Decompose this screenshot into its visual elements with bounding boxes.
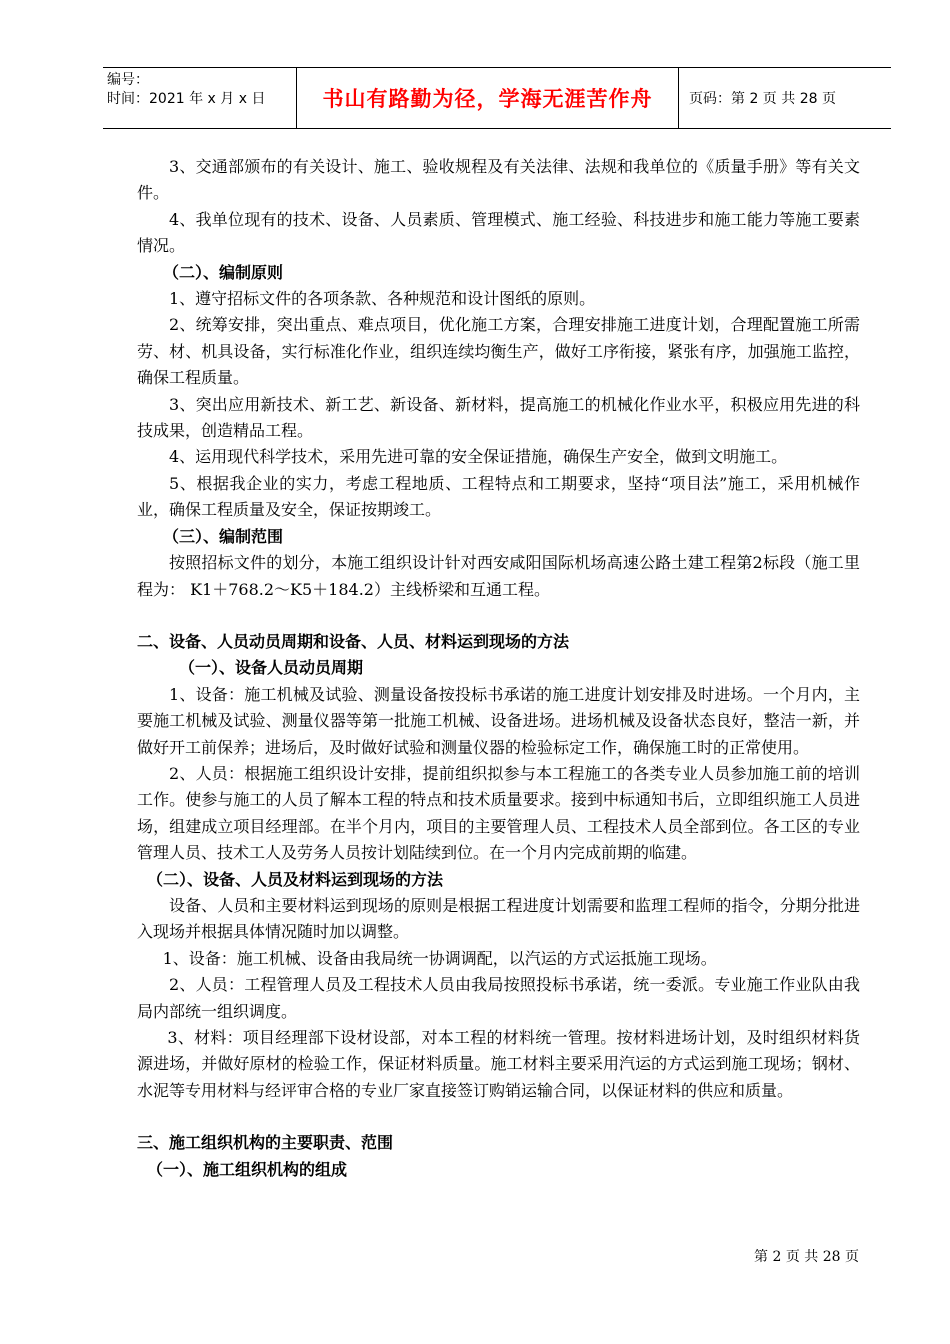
subheading: （二）、编制原则	[163, 262, 284, 282]
paragraph: 4、我单位现有的技术、设备、人员素质、管理模式、施工经验、科技进步和施工能力等施工要素情况。	[137, 209, 860, 256]
document-number: 编号：	[107, 72, 149, 88]
spacer	[137, 1104, 860, 1116]
paragraph: 1、遵守招标文件的各项条款、各种规范和设计图纸的原则。	[169, 289, 596, 309]
paragraph: 2、人员：根据施工组织设计安排，提前组织拟参与本工程施工的各类专业人员参加施工前的培训工作。使参与施工的人员了解本工程的特点和技术质量要求。接到中标通知书后，立即组织施工人员进场，组建成立项目经理部。在半个月内，项目的主要管理人员、工程技术人员全部到位。各工区的专业管理人员、技术工人及劳务人员按计划陆续到位。在一个月内完成前期的临建。	[137, 763, 860, 863]
subheading: （一）、设备人员动员周期	[179, 658, 364, 678]
paragraph: 2、统筹安排，突出重点、难点项目，优化施工方案，合理安排施工进度计划，合理配置施工所需劳、材、机具设备，实行标准化作业，组织连续均衡生产，做好工序衔接，紧张有序，加强施工监控，确保工程质量。	[137, 315, 860, 388]
subheading: （三）、编制范围	[163, 526, 284, 546]
subheading: （二）、设备、人员及材料运到现场的方法	[147, 869, 444, 889]
page-footer: 第 2 页 共 28 页	[754, 1249, 859, 1265]
paragraph: 1、设备：施工机械及试验、测量设备按投标书承诺的施工进度计划安排及时进场。一个月内，主要施工机械及试验、测量仪器等第一批施工机械、设备进场。进场机械及设备状态良好，整洁一新，并做好开工前保养；进场后，及时做好试验和测量仪器的检验标定工作，确保施工时的正常使用。	[137, 684, 860, 757]
header-motto: 书山有路勤为径，学海无涯苦作舟	[297, 68, 679, 128]
page-header	[103, 67, 891, 129]
subheading: （一）、施工组织机构的组成	[147, 1159, 348, 1179]
paragraph: 按照招标文件的划分，本施工组织设计针对西安咸阳国际机场高速公路土建工程第2标段（施工里程为： K1＋768.2～K5＋184.2）主线桥梁和互通工程。	[137, 553, 860, 599]
paragraph: 5、根据我企业的实力，考虑工程地质、工程特点和工期要求，坚持“项目法”施工，采用机械作业，确保工程质量及安全，保证按期竣工。	[137, 473, 860, 520]
paragraph: 3、交通部颁布的有关设计、施工、验收规程及有关法律、法规和我单位的《质量手册》等有关文件。	[137, 157, 860, 203]
section-heading: 三、施工组织机构的主要职责、范围	[137, 1133, 394, 1153]
paragraph: 4、运用现代科学技术，采用先进可靠的安全保证措施，确保生产安全，做到文明施工。	[169, 447, 788, 467]
spacer	[137, 603, 860, 615]
paragraph: 1、设备：施工机械、设备由我局统一协调调配，以汽运的方式运抵施工现场。	[162, 948, 717, 968]
header-meta	[103, 68, 297, 128]
section-heading: 二、设备、人员动员周期和设备、人员、材料运到现场的方法	[137, 631, 570, 651]
document-time: 时间：2021 年 x 月 x 日	[107, 91, 266, 107]
document-body	[137, 154, 860, 1183]
paragraph: 3、突出应用新技术、新工艺、新设备、新材料，提高施工的机械化作业水平，积极应用先进的科技成果，创造精品工程。	[137, 394, 860, 441]
paragraph: 2、人员：工程管理人员及工程技术人员由我局按照投标书承诺，统一委派。专业施工作业队由我局内部统一组织调度。	[137, 975, 860, 1021]
header-page-number: 页码：第 2 页 共 28 页	[689, 91, 836, 107]
paragraph: 设备、人员和主要材料运到现场的原则是根据工程进度计划需要和监理工程师的指令，分期分批进入现场并根据具体情况随时加以调整。	[137, 895, 860, 942]
paragraph: 3、材料：项目经理部下设材设部，对本工程的材料统一管理。按材料进场计划，及时组织材料货源进场，并做好原材的检验工作，保证材料质量。施工材料主要采用汽运的方式运到施工现场；钢材、水泥等专用材料与经评审合格的专业厂家直接签订购销运输合同，以保证材料的供应和质量。	[137, 1028, 860, 1100]
